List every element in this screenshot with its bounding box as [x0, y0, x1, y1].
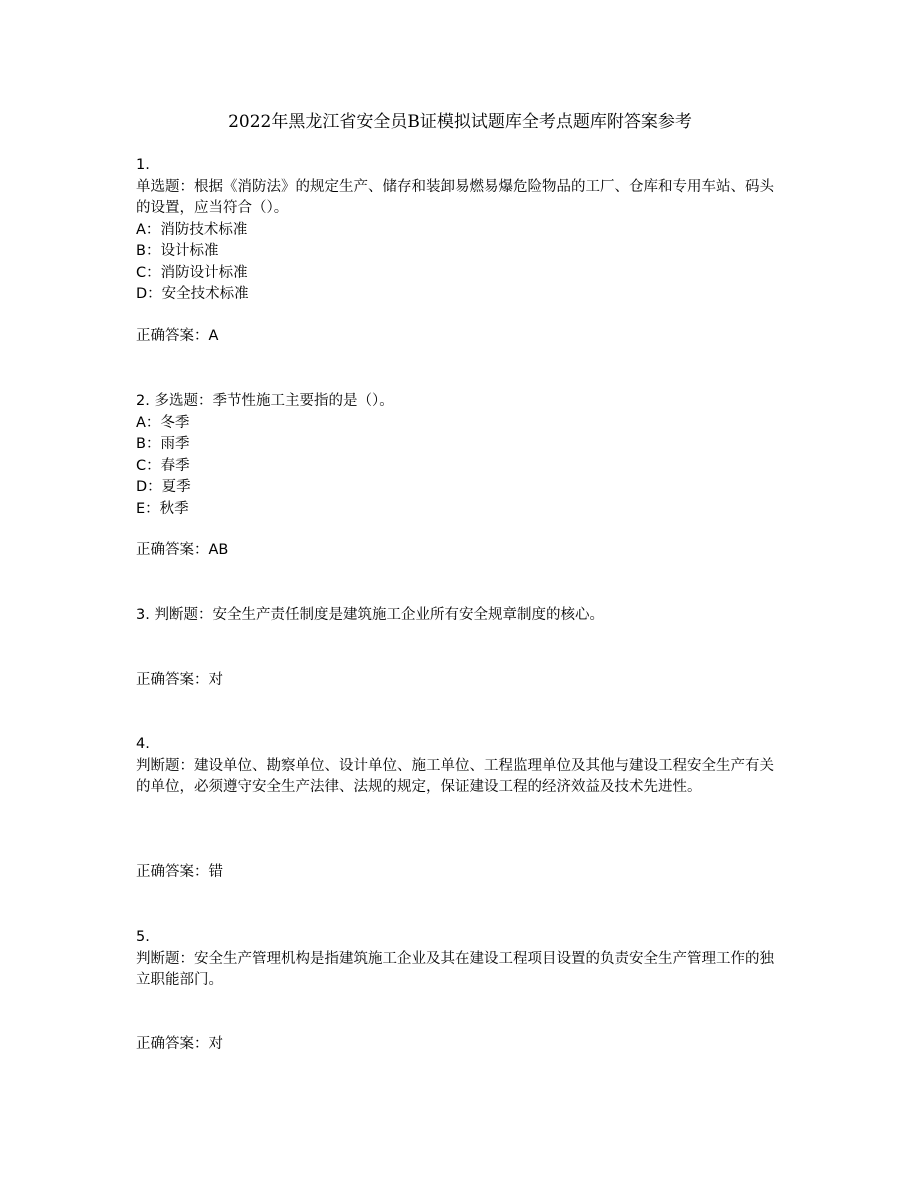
- question-stem: 判断题：安全生产责任制度是建筑施工企业所有安全规章制度的核心。: [154, 607, 604, 623]
- question-2: [136, 391, 786, 520]
- question-number: 3.: [136, 607, 150, 623]
- answer-prefix: 正确答案：: [136, 1036, 209, 1052]
- question-stem: 判断题：安全生产管理机构是指建筑施工企业及其在建设工程项目设置的负责安全生产管理工作的独立职能部门。: [136, 950, 774, 988]
- question-stem: 判断题：建设单位、勘察单位、设计单位、施工单位、工程监理单位及其他与建设工程安全生产有关的单位，必须遵守安全生产法律、法规的规定，保证建设工程的经济效益及技术先进性。: [136, 757, 774, 795]
- question-3: [136, 605, 786, 627]
- question-1: [136, 155, 786, 306]
- question-number: 2.: [136, 393, 150, 409]
- answer-value: A: [208, 328, 219, 344]
- option-d: D：安全技术标准: [136, 286, 249, 302]
- question-stem: 多选题：季节性施工主要指的是（）。: [154, 393, 394, 409]
- option-c: C：春季: [136, 457, 190, 474]
- answer-5: [136, 1034, 223, 1056]
- option-e: E：秋季: [136, 500, 189, 517]
- answer-prefix: 正确答案：: [136, 542, 209, 558]
- answer-value: 对: [208, 672, 223, 688]
- answer-prefix: 正确答案：: [136, 864, 209, 880]
- option-b: B：雨季: [136, 436, 190, 452]
- question-number: 1.: [136, 157, 150, 173]
- answer-prefix: 正确答案：: [136, 328, 209, 344]
- option-d: D：夏季: [136, 479, 191, 495]
- question-stem: 单选题：根据《消防法》的规定生产、储存和装卸易燃易爆危险物品的工厂、仓库和专用车站、码头的设置，应当符合（）。: [136, 178, 774, 216]
- answer-value: 错: [208, 864, 223, 880]
- question-header: [136, 391, 786, 413]
- answer-3: [136, 670, 223, 692]
- question-number: 4.: [136, 736, 150, 752]
- answer-value: AB: [208, 542, 229, 558]
- option-a: A：冬季: [136, 414, 190, 431]
- question-4: [136, 734, 786, 799]
- question-header: [136, 605, 786, 627]
- question-5: [136, 927, 786, 992]
- answer-4: [136, 862, 223, 884]
- question-number: 5.: [136, 929, 150, 945]
- option-c: C：消防设计标准: [136, 264, 248, 281]
- option-a: A：消防技术标准: [136, 221, 248, 238]
- answer-prefix: 正确答案：: [136, 672, 209, 688]
- answer-value: 对: [208, 1036, 223, 1052]
- answer-1: [136, 326, 218, 348]
- document-title: 2022年黑龙江省安全员B证模拟试题库全考点题库附答案参考: [228, 112, 692, 132]
- option-b: B：设计标准: [136, 243, 219, 259]
- answer-2: [136, 540, 228, 562]
